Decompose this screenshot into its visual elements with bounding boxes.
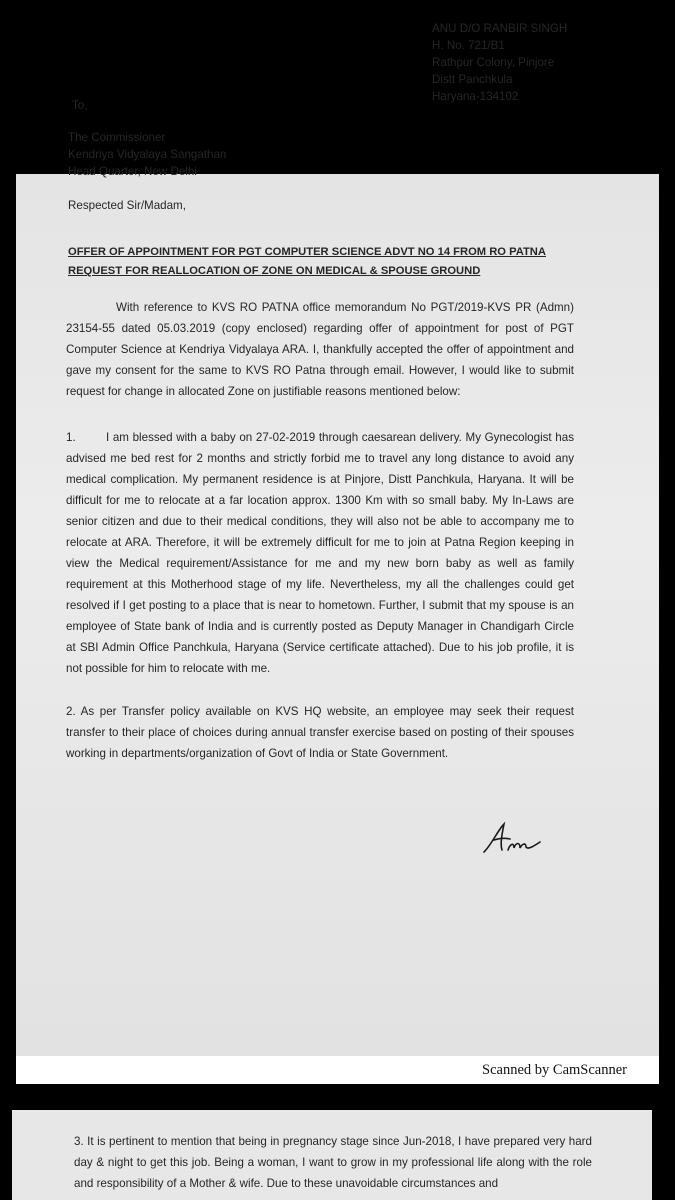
recipient-address	[68, 129, 226, 180]
point-2-paragraph: 2. As per Transfer policy available on KVS HQ website, an employee may seek their request transfer to their place of choices during annual transfer exercise based on posting of their spouses working in departments/organization of Govt of India or State Government.	[66, 705, 574, 760]
subject-heading	[68, 243, 578, 281]
recipient-line: Kendriya Vidyalaya Sangathan	[68, 148, 227, 161]
signature	[480, 820, 550, 865]
subject-line-2: REQUEST FOR REALLOCATION OF ZONE ON MEDICAL & SPOUSE GROUND	[68, 265, 481, 277]
point-3-paragraph: 3. It is pertinent to mention that being in pregnancy stage since Jun-2018, I have prepared very hard day & night to get this job. Being a woman, I want to grow in my professional life along with the role and responsibility of a Mother & wife. Due to these unavoidable circumstances and	[74, 1135, 592, 1190]
salutation: Respected Sir/Madam,	[68, 199, 186, 212]
point-1-number: 1.	[66, 431, 76, 444]
to-label: To,	[72, 99, 88, 112]
signature-scribble-icon	[480, 820, 550, 860]
scanner-footer-bar	[16, 1056, 659, 1084]
recipient-line: Head Quarter, New Delhi	[68, 165, 197, 178]
address-line: Haryana-134102	[432, 90, 519, 103]
recipient-line: The Commissioner	[68, 131, 166, 144]
address-line: Distt Panchkula	[432, 73, 513, 86]
scanned-by-label: Scanned by CamScanner	[482, 1062, 627, 1078]
sender-address	[432, 20, 632, 105]
subject-line-1: OFFER OF APPOINTMENT FOR PGT COMPUTER SCIENCE ADVT NO 14 FROM RO PATNA	[68, 246, 546, 258]
address-line: Rathpur Colony, Pinjore	[432, 56, 555, 69]
point-1-text: I am blessed with a baby on 27-02-2019 through caesarean delivery. My Gynecologist has advised me bed rest for 2 months and strictly forbid me to travel any long distance to avoid any medical complication. My permanent residence is at Pinjore, Distt Panchkula, Haryana. It will be difficult for me to relocate at a far location approx. 1300 Km with so small baby. My In-Laws are senior citizen and due to their medical conditions, they will also not be able to accompany me to relocate at ARA. Therefore, it will be extremely difficult for me to join at Patna Region keeping in view the Medical requirement/Assistance for me and my new born baby as well as family requirement at this Motherhood stage of my life. Nevertheless, my all the challenges could get resolved if I get posting to a place that is near to hometown. Further, I submit that my spouse is an employee of State bank of India and is currently posted as Deputy Manager in Chandigarh Circle at SBI Admin Office Panchkula, Haryana (Service certificate attached). Due to his job profile, it is not possible for him to relocate with me.	[66, 431, 574, 675]
intro-paragraph: With reference to KVS RO PATNA office memorandum No PGT/2019-KVS PR (Admn) 23154-55 dated 05.03.2019 (copy enclosed) regarding offer of appointment for post of PGT Computer Science at Kendriya Vidyalaya ARA. I, thankfully accepted the offer of appointment and gave my consent for the same to KVS RO Patna through email. However, I would like to submit request for change in allocated Zone on justifiable reasons mentioned below:	[66, 301, 574, 398]
point-1-paragraph	[66, 427, 574, 679]
address-line: ANU D/O RANBIR SINGH	[432, 22, 568, 35]
address-line: H. No. 721/B1	[432, 39, 505, 52]
